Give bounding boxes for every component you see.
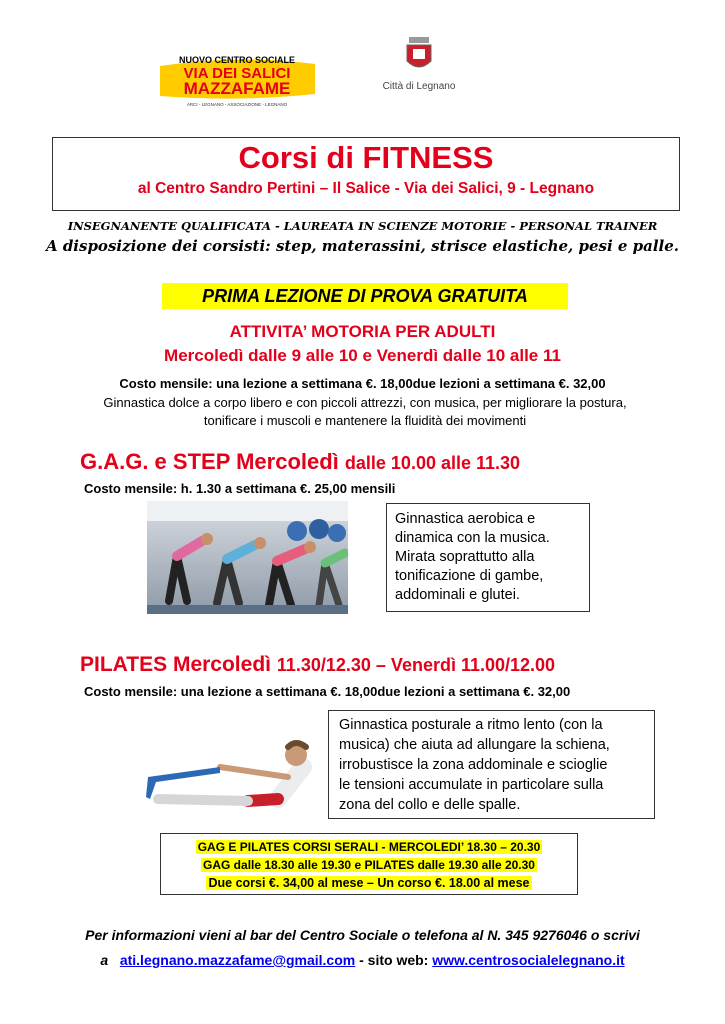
adult-activity-description [70, 394, 660, 430]
evening-text: Due corsi €. 34,00 al mese – Un corso €. 18.00 al mese [208, 876, 530, 890]
email-link[interactable]: ati.legnano.mazzafame@gmail.com [119, 952, 356, 968]
contact-prefix: a [100, 952, 109, 968]
description-line: Ginnastica dolce a corpo libero e con piccoli attrezzi, con musica, per migliorare la postura, [103, 395, 627, 410]
location-subtitle: al Centro Sandro Pertini – Il Salice - Via dei Salici, 9 - Legnano [137, 180, 595, 197]
gag-step-title [80, 449, 520, 475]
site-label: - sito web: [355, 952, 433, 968]
contact-info: Per informazioni vieni al bar del Centro Sociale o telefona al N. 345 9276046 o scrivi [85, 927, 640, 943]
pilates-title [80, 653, 555, 677]
svg-text:VIA DEI SALICI: VIA DEI SALICI [183, 65, 291, 82]
centro-sociale-logo [155, 50, 320, 110]
description-line: tonificare i muscoli e mantenere la fluidità dei movimenti [203, 413, 527, 428]
description-line: tonificazione di gambe, [395, 568, 544, 584]
city-name: Città di Legnano [382, 81, 456, 92]
evening-text: GAG E PILATES CORSI SERALI - MERCOLEDI’ 18.30 – 20.30 [197, 840, 541, 854]
adult-activity-cost: Costo mensile: una lezione a settimana €. 18,00due lezioni a settimana €. 32,00 [119, 376, 606, 391]
description-line: irrobustisce la zona addominale e scioglie [339, 757, 608, 773]
pilates-cost: Costo mensile: una lezione a settimana €. 18,00due lezioni a settimana €. 32,00 [84, 684, 571, 699]
gag-title-time: dalle 10.00 alle 11.30 [344, 453, 521, 473]
svg-text:NUOVO CENTRO SOCIALE: NUOVO CENTRO SOCIALE [178, 55, 296, 65]
pilates-description-box [328, 710, 655, 819]
evening-line [161, 858, 577, 872]
description-line: Ginnastica posturale a ritmo lento (con la [339, 717, 603, 733]
description-line: dinamica con la musica. [395, 530, 550, 546]
coat-of-arms-icon [404, 35, 434, 75]
aerobics-class-photo [147, 501, 348, 614]
evening-text: GAG dalle 18.30 alle 19.30 e PILATES dalle 19.30 alle 20.30 [203, 858, 535, 872]
contact-links [0, 952, 725, 968]
pilates-title-main: PILATES Mercoledì [80, 653, 277, 676]
description-line: Mirata soprattutto alla [395, 549, 535, 565]
gag-description-box [386, 503, 590, 612]
citta-di-legnano-logo [378, 35, 460, 99]
website-link[interactable]: www.centrosocialelegnano.it [432, 952, 625, 968]
page-title: Corsi di FITNESS [238, 140, 494, 175]
gag-cost: Costo mensile: h. 1.30 a settimana €. 25,00 mensili [84, 481, 396, 496]
gag-title-main: G.A.G. e STEP Mercoledì [80, 449, 345, 474]
pilates-title-time: 11.30/12.30 – Venerdì 11.00/12.00 [276, 655, 556, 675]
teacher-qualification: INSEGNANENTE QUALIFICATA - LAUREATA IN SCIENZE MOTORIE - PERSONAL TRAINER [67, 219, 658, 233]
evening-line [161, 876, 577, 890]
pilates-exercise-photo [128, 737, 318, 813]
description-line: Ginnastica aerobica e [395, 511, 536, 527]
svg-text:MAZZAFAME: MAZZAFAME [183, 79, 291, 98]
adult-activity-schedule: Mercoledì dalle 9 alle 10 e Venerdì dalle 10 alle 11 [164, 346, 561, 365]
description-line: le tensioni accumulate in particolare sulla [339, 777, 604, 793]
evening-courses-box [160, 833, 578, 895]
evening-line [161, 840, 577, 854]
equipment-note: A disposizione dei corsisti: step, materassini, strisce elastiche, pesi e palle. [45, 237, 680, 255]
description-line: addominali e glutei. [395, 587, 520, 603]
description-line: zona del collo e delle spalle. [339, 797, 521, 813]
free-lesson-banner: PRIMA LEZIONE DI PROVA GRATUITA [162, 283, 568, 309]
header-box [52, 137, 680, 211]
svg-text:ARCI - LEGNANO - ASSOCIAZIONE: ARCI - LEGNANO - ASSOCIAZIONE - LEGNANO [186, 102, 288, 107]
description-line: musica) che aiuta ad allungare la schiena, [339, 737, 610, 753]
adult-activity-title: ATTIVITA’ MOTORIA PER ADULTI [229, 322, 496, 341]
